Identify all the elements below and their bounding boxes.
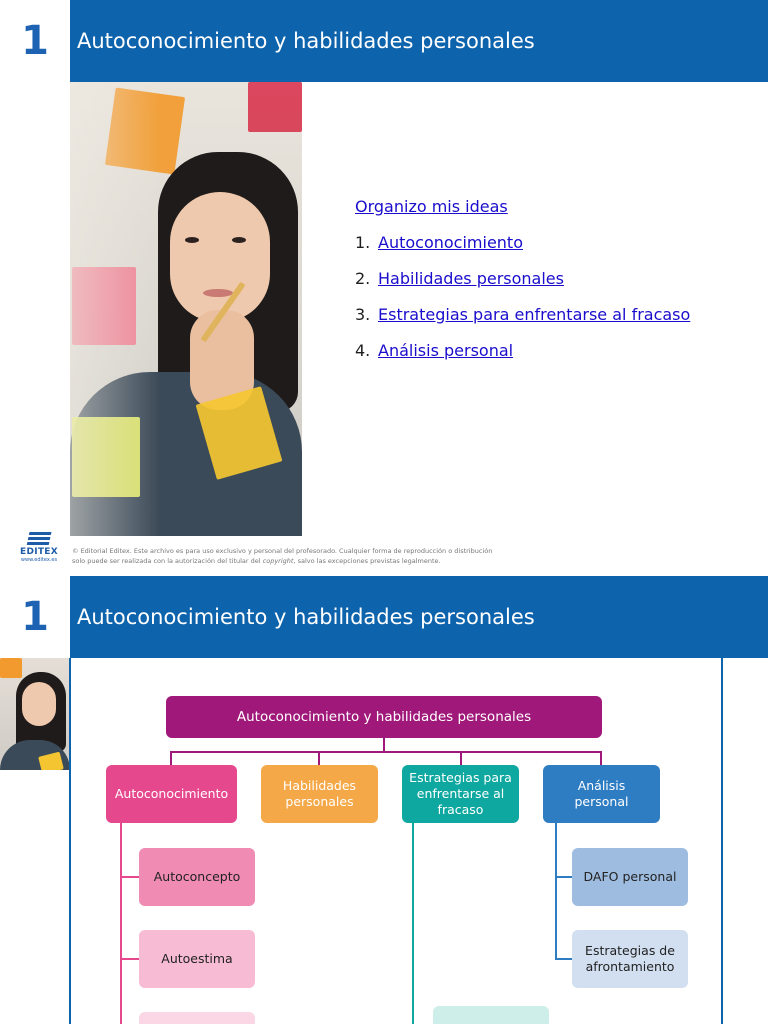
editex-logo: EDITEX www.editex.es [14,532,64,570]
menu-link-analisis[interactable]: Análisis personal [378,340,514,360]
sticky-note-red [248,82,302,132]
slide-title: Autoconocimiento y habilidades personales [70,576,768,658]
content-border-right [721,658,723,1024]
menu-heading-link[interactable]: Organizo mis ideas [355,196,508,216]
menu-link-autoconocimiento[interactable]: Autoconocimiento [378,232,523,252]
map-node-estrategias: Estrategias para enfrentarse al fracaso [402,765,519,823]
menu-item-2: 2. Habilidades personales [355,268,564,288]
map-node-estrategias-next [433,1006,549,1024]
editex-logo-icon [27,532,52,546]
map-node-autoconocimiento-next [139,1012,255,1024]
student-photo [70,82,302,536]
menu-link-habilidades[interactable]: Habilidades personales [378,268,564,288]
map-node-habilidades: Habilidades personales [261,765,378,823]
map-node-autoestima: Autoestima [139,930,255,988]
map-root-node: Autoconocimiento y habilidades personales [166,696,602,738]
menu-link-estrategias[interactable]: Estrategias para enfrentarse al fracaso [378,304,691,324]
menu-item-3: 3. Estrategias para enfrentarse al fracaso [355,304,691,324]
map-node-afrontamiento: Estrategias de afrontamiento [572,930,688,988]
copyright-notice: © Editorial Editex. Este archivo es para uso exclusivo y personal del profesorado. Cualquier forma de reproducción o distribución solo puede ser realizada con la autorización del titular del copyright, salvo las excepciones previstas legalmente. [72,547,493,565]
content-border-left [69,658,71,1024]
student-photo-thumbnail [0,658,70,770]
menu-item-1: 1. Autoconocimiento [355,232,523,252]
map-node-autoconocimiento: Autoconocimiento [106,765,237,823]
menu-item-4: 4. Análisis personal [355,340,514,360]
unit-number: 1 [0,576,70,658]
unit-number: 1 [0,0,70,82]
map-node-autoconcepto: Autoconcepto [139,848,255,906]
slide-2 [0,576,768,1024]
map-node-dafo: DAFO personal [572,848,688,906]
ideas-menu [355,188,690,368]
map-node-analisis: Análisis personal [543,765,660,823]
slide-title: Autoconocimiento y habilidades personales [70,0,768,82]
